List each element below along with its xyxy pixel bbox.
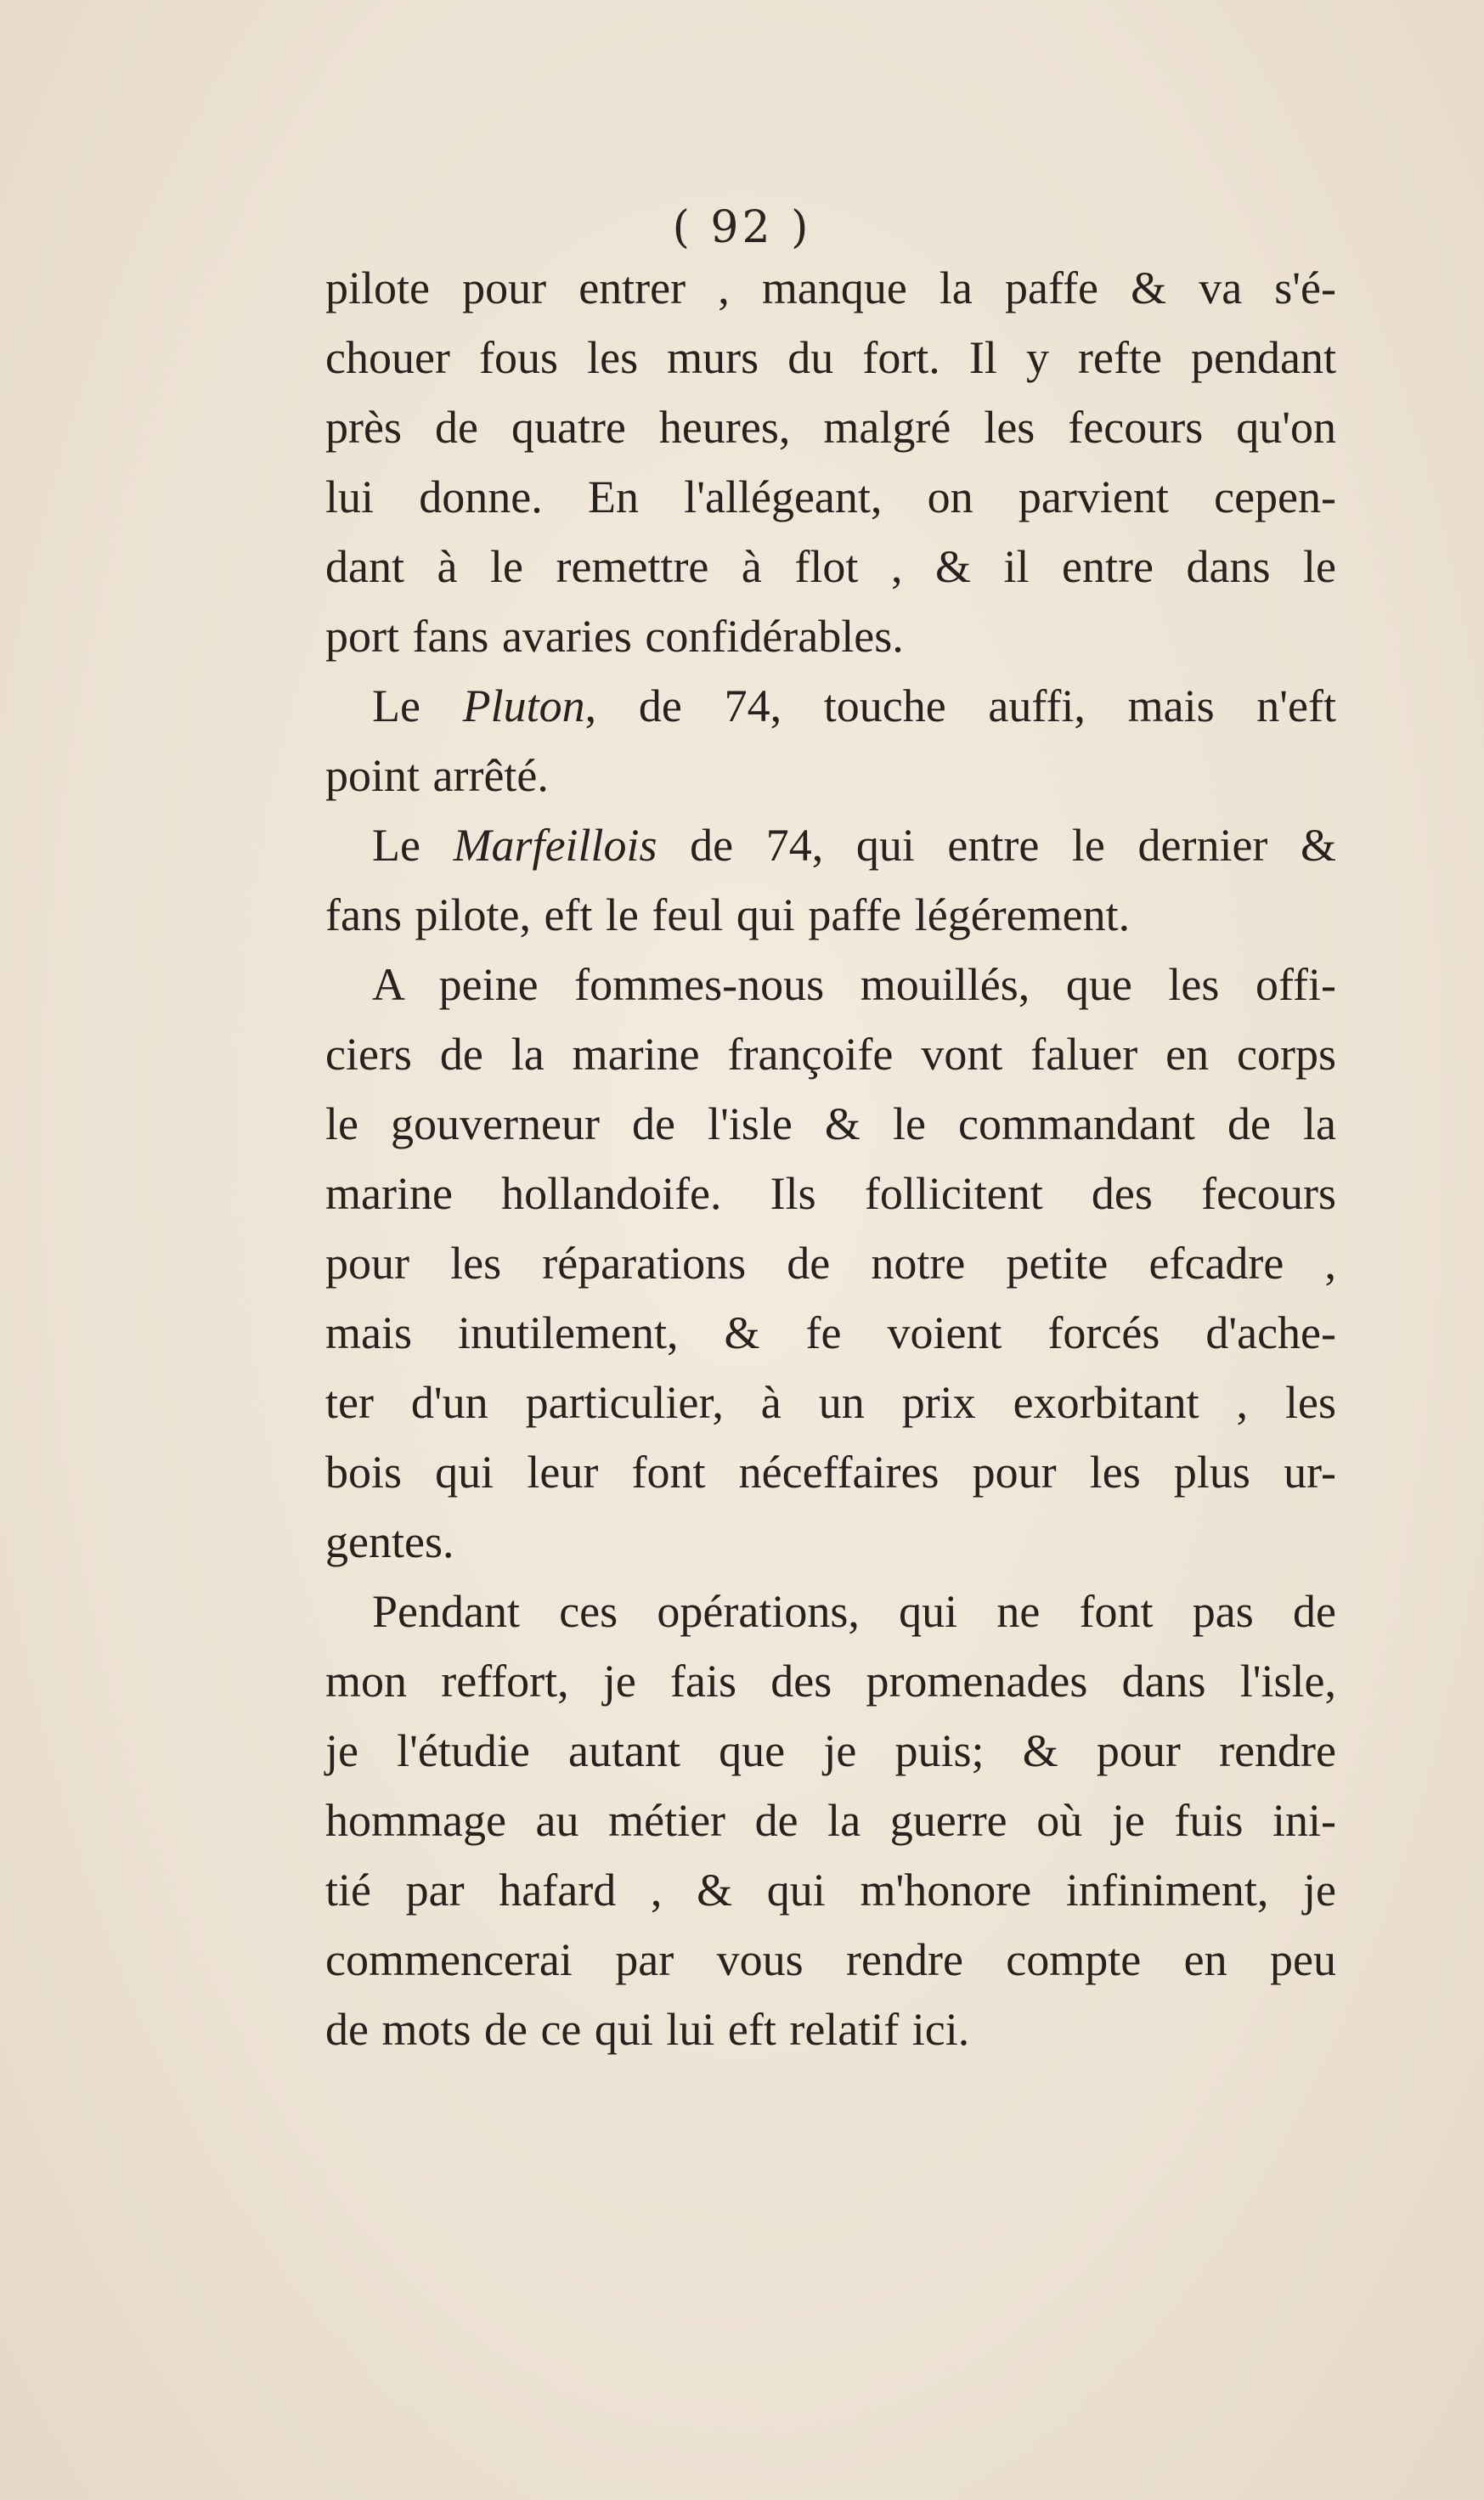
text-line: le gouverneur de l'isle & le commandant de la (325, 1098, 1336, 1149)
text-line: mon reffort, je fais des promenades dans l'isle, (325, 1656, 1336, 1707)
text-line: commencerai par vous rendre compte en peu (325, 1934, 1336, 1985)
text-run: de 74, qui entre le dernier & (657, 820, 1337, 871)
text-line: mais inutilement, & fe voient forcés d'ache- (325, 1307, 1336, 1358)
ship-name: Marfeillois (453, 820, 657, 871)
text-line: chouer fous les murs du fort. Il y refte pendant (325, 332, 1336, 383)
text-line: gentes. (325, 1516, 454, 1567)
text-line (325, 810, 1336, 880)
text-line: je l'étudie autant que je puis; & pour rendre (325, 1725, 1336, 1776)
text-line: port fans avaries confidérables. (325, 611, 904, 662)
text-line: marine hollandoife. Ils follicitent des fecours (325, 1168, 1336, 1219)
page-number-header: ( 92 ) (672, 202, 812, 253)
text-line: lui donne. En l'allégeant, on parvient cepen- (325, 471, 1336, 522)
text-line: bois qui leur font néceffaires pour les plus ur- (325, 1447, 1336, 1498)
text-line: ter d'un particulier, à un prix exorbitant , les (325, 1377, 1336, 1428)
text-line: fans pilote, eft le feul qui paffe légérement. (325, 889, 1131, 940)
text-line: tié par hafard , & qui m'honore infiniment, je (325, 1865, 1336, 1916)
text-line: Pendant ces opérations, qui ne font pas de (372, 1586, 1336, 1637)
text-run: , de 74, touche auffi, mais n'eft (584, 680, 1336, 731)
text-line: hommage au métier de la guerre où je fuis ini- (325, 1795, 1336, 1846)
ship-name: Pluton (462, 680, 585, 731)
body-text (325, 253, 1336, 2064)
text-line: ciers de la marine françoife vont faluer en corps (325, 1029, 1336, 1080)
text-run: Le (372, 820, 454, 871)
text-line: pilote pour entrer , manque la paffe & va s'é- (325, 262, 1336, 313)
text-line: pour les réparations de notre petite efcadre , (325, 1238, 1336, 1289)
text-line: de mots de ce qui lui eft relatif ici. (325, 2004, 970, 2055)
text-line (325, 671, 1336, 741)
text-line: près de quatre heures, malgré les fecours qu'on (325, 402, 1336, 453)
text-line: A peine fommes-nous mouillés, que les offi- (372, 959, 1336, 1010)
text-line: point arrêté. (325, 750, 549, 801)
text-line: dant à le remettre à flot , & il entre dans le (325, 541, 1336, 592)
text-run: Le (372, 680, 463, 731)
